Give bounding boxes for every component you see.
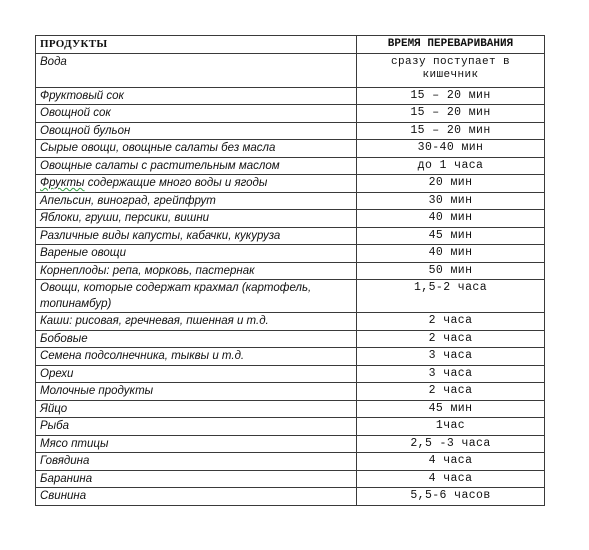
table-row — [36, 140, 545, 158]
product-cell: Вареные овощи — [36, 245, 357, 263]
table-row — [36, 365, 545, 383]
table-row — [36, 210, 545, 228]
time-cell: 1час — [357, 418, 545, 436]
table-row — [36, 330, 545, 348]
product-cell: Овощной бульон — [36, 122, 357, 140]
time-cell: 1,5-2 часа — [357, 280, 545, 313]
table-row — [36, 175, 545, 193]
time-cell: 40 мин — [357, 245, 545, 263]
table-row — [36, 87, 545, 105]
table-row — [36, 383, 545, 401]
product-cell: Сырые овощи, овощные салаты без масла — [36, 140, 357, 158]
table-row — [36, 400, 545, 418]
product-cell: Фруктовый сок — [36, 87, 357, 105]
table-row — [36, 105, 545, 123]
product-cell: Семена подсолнечника, тыквы и т.д. — [36, 348, 357, 366]
product-cell: Молочные продукты — [36, 383, 357, 401]
time-cell: 4 часа — [357, 453, 545, 471]
product-cell: Говядина — [36, 453, 357, 471]
product-cell: Рыба — [36, 418, 357, 436]
product-cell: Свинина — [36, 488, 357, 506]
product-cell: Яйцо — [36, 400, 357, 418]
time-cell: 15 – 20 мин — [357, 122, 545, 140]
product-cell — [36, 175, 357, 193]
spellcheck-underlined-word: Фрукты — [40, 177, 85, 189]
product-cell: Различные виды капусты, кабачки, кукуруза — [36, 227, 357, 245]
table-row — [36, 348, 545, 366]
table-row — [36, 53, 545, 87]
product-cell: Бобовые — [36, 330, 357, 348]
product-cell: Апельсин, виноград, грейпфрут — [36, 192, 357, 210]
product-cell: Мясо птицы — [36, 435, 357, 453]
time-cell: 5,5-6 часов — [357, 488, 545, 506]
time-cell: 15 – 20 мин — [357, 105, 545, 123]
product-cell: Вода — [36, 53, 357, 87]
time-cell: 4 часа — [357, 470, 545, 488]
product-cell: Овощной сок — [36, 105, 357, 123]
digestion-time-table — [35, 35, 545, 506]
table-row — [36, 280, 545, 313]
table-header-row — [36, 36, 545, 54]
time-cell: сразу поступает в кишечник — [357, 53, 545, 87]
table-row — [36, 262, 545, 280]
header-digestion-time: ВРЕМЯ ПЕРЕВАРИВАНИЯ — [357, 36, 545, 54]
table-row — [36, 313, 545, 331]
table-row — [36, 227, 545, 245]
time-cell: 2 часа — [357, 313, 545, 331]
time-cell: 3 часа — [357, 365, 545, 383]
table-row — [36, 453, 545, 471]
product-cell: Каши: рисовая, гречневая, пшенная и т.д. — [36, 313, 357, 331]
time-cell: 2,5 -3 часа — [357, 435, 545, 453]
table-row — [36, 157, 545, 175]
time-cell: 2 часа — [357, 383, 545, 401]
product-cell: Орехи — [36, 365, 357, 383]
time-cell: 45 мин — [357, 227, 545, 245]
time-cell: 40 мин — [357, 210, 545, 228]
table-row — [36, 470, 545, 488]
table-row — [36, 245, 545, 263]
time-cell: до 1 часа — [357, 157, 545, 175]
product-cell: Овощные салаты с растительным маслом — [36, 157, 357, 175]
product-cell: Овощи, которые содержат крахмал (картофель, топинамбур) — [36, 280, 357, 313]
time-cell: 45 мин — [357, 400, 545, 418]
time-cell: 15 – 20 мин — [357, 87, 545, 105]
table-row — [36, 192, 545, 210]
table-row — [36, 122, 545, 140]
header-products: ПРОДУКТЫ — [36, 36, 357, 54]
time-cell: 3 часа — [357, 348, 545, 366]
time-cell: 20 мин — [357, 175, 545, 193]
product-cell: Баранина — [36, 470, 357, 488]
product-cell: Корнеплоды: репа, морковь, пастернак — [36, 262, 357, 280]
product-cell-rest: содержащие много воды и ягоды — [84, 177, 268, 189]
time-cell: 50 мин — [357, 262, 545, 280]
time-cell: 2 часа — [357, 330, 545, 348]
table-row — [36, 488, 545, 506]
time-cell: 30-40 мин — [357, 140, 545, 158]
table-row — [36, 435, 545, 453]
time-cell: 30 мин — [357, 192, 545, 210]
table-row — [36, 418, 545, 436]
product-cell: Яблоки, груши, персики, вишни — [36, 210, 357, 228]
